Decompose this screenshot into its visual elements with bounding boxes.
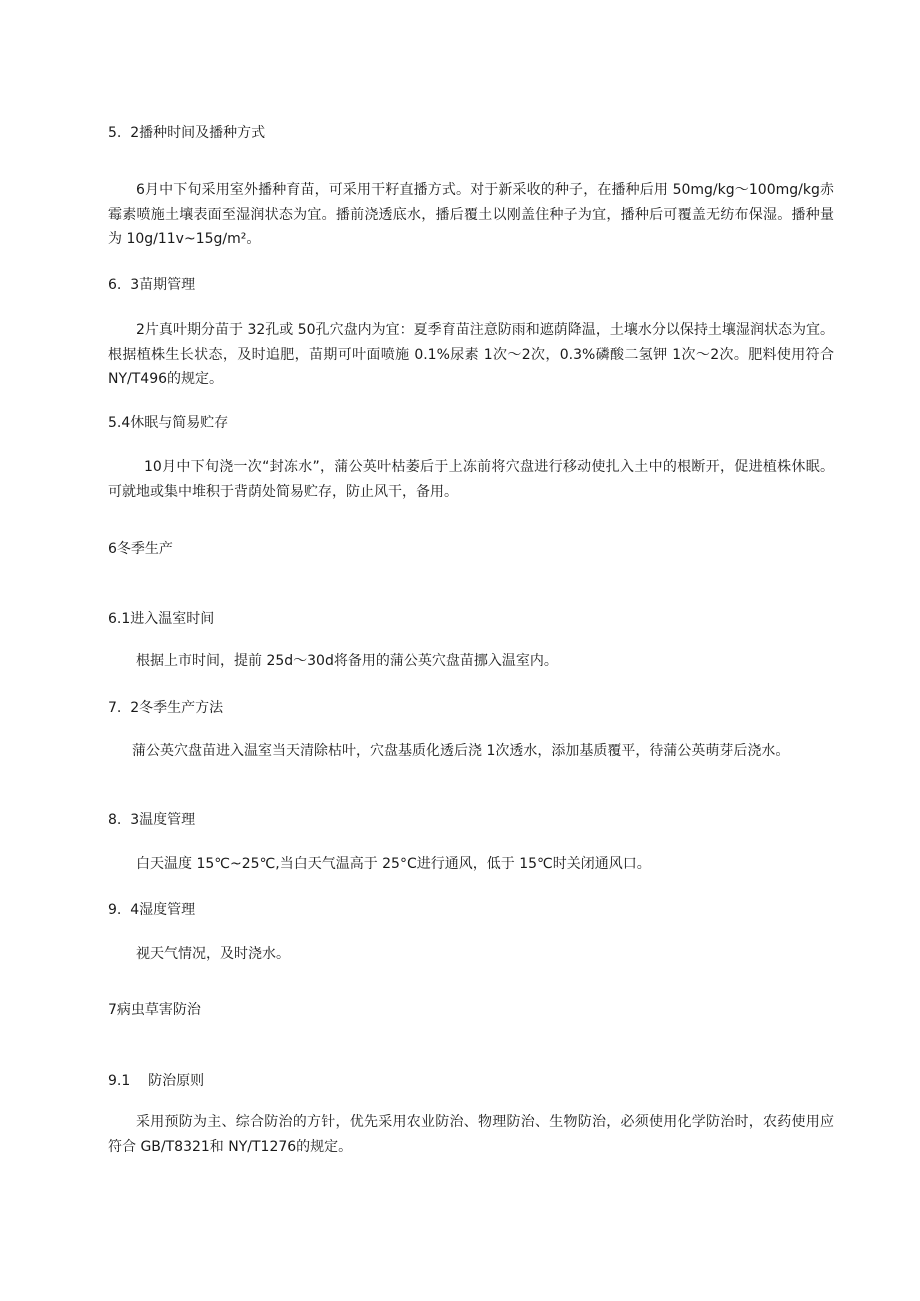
heading-5-4: 5.4休眠与简易贮存 <box>108 415 229 431</box>
paragraph-greenhouse-entry: 根据上市时间，提前 25d～30d将备用的蒲公英穴盘苗挪入温室内。 <box>136 653 558 669</box>
heading-9-1: 9.1 防治原则 <box>108 1073 205 1089</box>
heading-6-3: 6. 3苗期管理 <box>108 277 196 293</box>
heading-8-3: 8. 3温度管理 <box>108 812 196 828</box>
paragraph-humidity: 视天气情况，及时浇水。 <box>136 946 290 962</box>
heading-7: 7病虫草害防治 <box>108 1002 201 1018</box>
heading-5-2: 5. 2播种时间及播种方式 <box>108 125 266 141</box>
paragraph-prevention: 采用预防为主、综合防治的方针，优先采用农业防治、物理防治、生物防治，必须使用化学防治时，农药使用应符合 GB/T8321和 NY/T1276的规定。 <box>108 1114 834 1155</box>
heading-7-2: 7. 2冬季生产方法 <box>108 700 224 716</box>
paragraph-dormancy: 10月中下旬浇一次“封冻水”，蒲公英叶枯萎后于上冻前将穴盘进行移动使扎入土中的根断开，促进植株休眠。可就地或集中堆积于背荫处简易贮存，防止风干，备用。 <box>108 459 834 500</box>
heading-6-1: 6.1进入温室时间 <box>108 611 215 627</box>
paragraph-temperature: 白天温度 15℃~25℃,当白天气温高于 25°C进行通风，低于 15℃时关闭通风口。 <box>136 856 651 872</box>
paragraph-seedling: 2片真叶期分苗于 32孔或 50孔穴盘内为宜：夏季育苗注意防雨和遮荫降温，土壤水分以保持土壤湿润状态为宜。根据植株生长状态，及时追肥，苗期可叶面喷施 0.1%尿素 1次～2次，0.3%磷酸二氢钾 1次～2次。肥料使用符合 NY/T496的规定。 <box>108 322 834 387</box>
paragraph-sowing: 6月中下旬采用室外播种育苗，可采用干籽直播方式。对于新采收的种子，在播种后用 50mg/kg～100mg/kg赤霉素喷施土壤表面至湿润状态为宜。播前浇透底水，播后覆土以刚盖住种子为宜，播种后可覆盖无纺布保湿。播种量为 10g∕11v~15g∕m²。 <box>108 182 834 247</box>
heading-6: 6冬季生产 <box>108 541 173 557</box>
paragraph-winter-method: 蒲公英穴盘苗进入温室当天清除枯叶，穴盘基质化透后浇 1次透水，添加基质覆平，待蒲公英萌芽后浇水。 <box>132 743 790 759</box>
heading-9-4: 9. 4湿度管理 <box>108 902 196 918</box>
